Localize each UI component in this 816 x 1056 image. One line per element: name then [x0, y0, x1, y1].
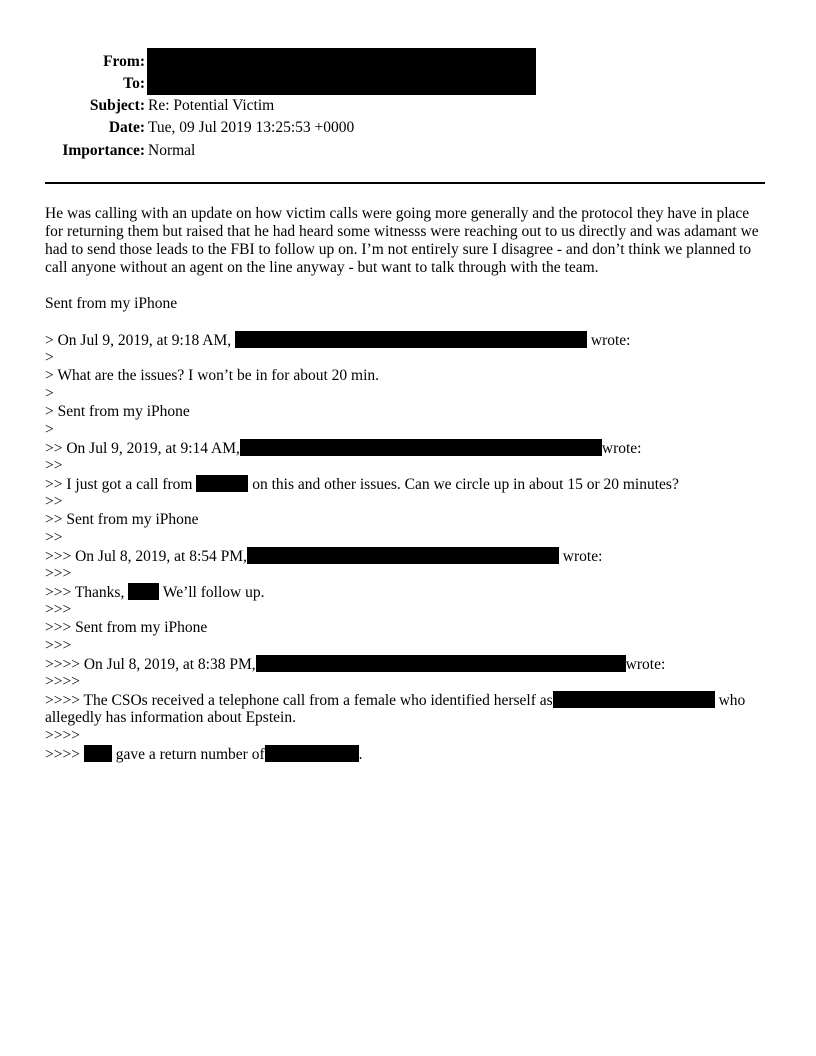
date-value: Tue, 09 Jul 2019 13:25:53 +0000	[148, 119, 355, 136]
quote-return-prefix: >>>>	[45, 746, 80, 763]
quote-signature-2: >> Sent from my iPhone	[45, 511, 199, 528]
quote-header-3-suffix: wrote:	[562, 548, 603, 565]
from-label: From:	[103, 53, 145, 70]
quote-return-period: .	[358, 746, 363, 763]
quote-return-text: gave a return number of	[115, 746, 265, 763]
signature: Sent from my iPhone	[45, 295, 178, 312]
quote-message-2-a: >> I just got a call from	[45, 476, 193, 493]
quote-spacer: >>>>	[45, 727, 80, 744]
quote-spacer: >>	[45, 529, 63, 546]
quote-header-1-suffix: wrote:	[590, 332, 631, 349]
redaction-sender-2	[240, 439, 602, 456]
date-label: Date:	[108, 119, 145, 136]
header-divider	[45, 182, 765, 184]
message-paragraph: He was calling with an update on how victim calls were going more generally and the protocol they have in place for returning them but raised that he had heard some witnesss were reaching out to us directly and was adamant we had to send those leads to the FBI to follow up on. I’m not entirely sure I disagree - and don’t think we planned to call anyone without an agent on the line anyway - but want to talk through with the team.	[45, 205, 759, 276]
redaction-caller-identity	[553, 691, 715, 708]
quote-header-3	[45, 547, 602, 565]
quote-header-1	[45, 331, 631, 349]
quote-message-3-a: >>> Thanks,	[45, 584, 125, 601]
quote-return-number	[45, 745, 363, 763]
quote-message-4	[45, 691, 745, 709]
quote-message-3-b: We’ll follow up.	[162, 584, 265, 601]
quote-message-3	[45, 583, 264, 601]
quote-message-2	[45, 475, 679, 493]
quote-spacer: >>>	[45, 601, 72, 618]
subject-value: Re: Potential Victim	[148, 97, 275, 114]
quote-spacer: >	[45, 421, 54, 438]
redaction-phone-number	[265, 745, 359, 762]
quote-spacer: >>	[45, 493, 63, 510]
quote-message-4-continued: allegedly has information about Epstein.	[45, 709, 296, 726]
quote-message-2-b: on this and other issues. Can we circle up in about 15 or 20 minutes?	[252, 476, 679, 493]
quote-signature-1: > Sent from my iPhone	[45, 403, 190, 420]
quote-header-4	[45, 655, 665, 673]
quote-message-4-a: >>>> The CSOs received a telephone call from a female who identified herself as	[45, 692, 553, 709]
redaction-caller-initials	[84, 745, 112, 762]
quote-spacer: >>>>	[45, 673, 80, 690]
quote-header-3-prefix: >>> On Jul 8, 2019, at 8:54 PM,	[45, 548, 247, 565]
quote-header-2-prefix: >> On Jul 9, 2019, at 9:14 AM,	[45, 440, 240, 457]
quote-header-2-suffix: wrote:	[601, 440, 642, 457]
quote-signature-3: >>> Sent from my iPhone	[45, 619, 208, 636]
quote-header-4-prefix: >>>> On Jul 8, 2019, at 8:38 PM,	[45, 656, 256, 673]
quote-spacer: >	[45, 385, 54, 402]
redaction-from-to	[147, 48, 536, 95]
redaction-sender-4	[256, 655, 626, 672]
quote-message-1: > What are the issues? I won’t be in for about 20 min.	[45, 367, 380, 384]
to-label: To:	[123, 75, 145, 92]
redaction-sender-1	[235, 331, 587, 348]
redaction-name-3	[128, 583, 159, 600]
quote-header-2	[45, 439, 642, 457]
importance-value: Normal	[148, 142, 196, 159]
quote-header-1-prefix: > On Jul 9, 2019, at 9:18 AM,	[45, 332, 232, 349]
redaction-sender-3	[247, 547, 559, 564]
quote-message-4-b: who	[718, 692, 746, 709]
importance-label: Importance:	[62, 142, 145, 159]
redaction-caller-name	[196, 475, 248, 492]
quote-header-4-suffix: wrote:	[625, 656, 666, 673]
quote-spacer: >	[45, 349, 54, 366]
subject-label: Subject:	[89, 97, 145, 114]
quote-spacer: >>>	[45, 637, 72, 654]
quote-spacer: >>>	[45, 565, 72, 582]
quote-spacer: >>	[45, 457, 63, 474]
